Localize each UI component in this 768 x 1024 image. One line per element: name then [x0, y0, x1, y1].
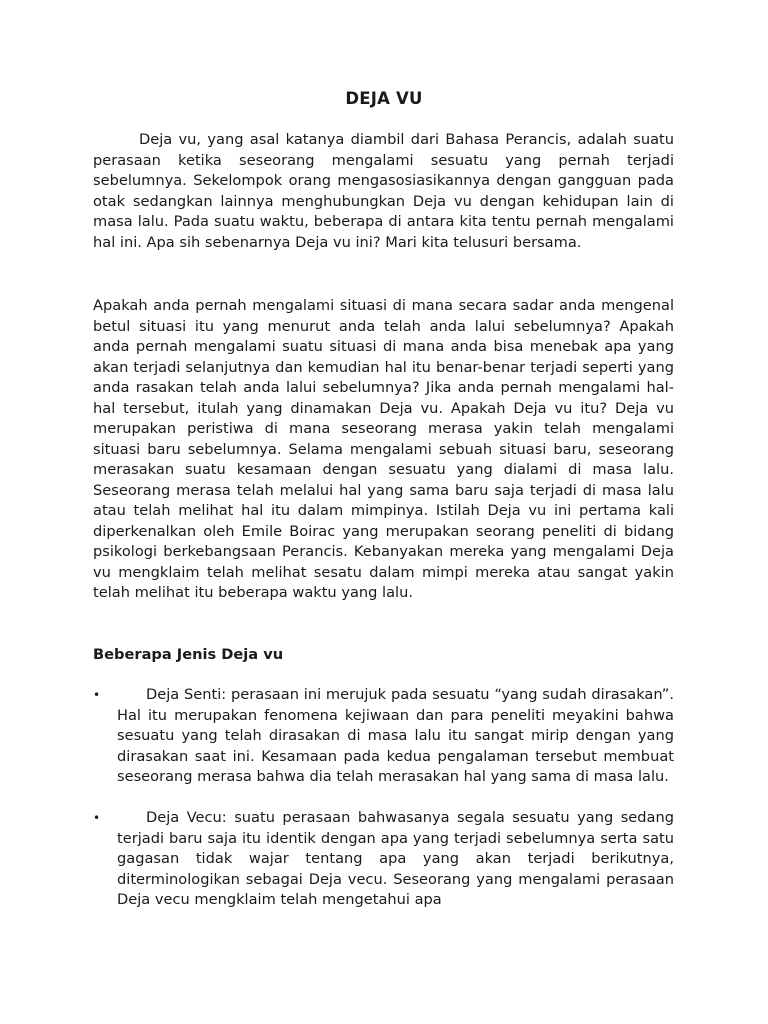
section-heading: Beberapa Jenis Deja vu [93, 646, 284, 663]
bullet-marker: • [93, 688, 101, 702]
list-item [93, 808, 674, 911]
body-paragraph: Apakah anda pernah mengalami situasi di mana secara sadar anda mengenal betul situasi itu yang menurut anda telah anda lalui sebelumnya? Apakah anda pernah mengalami suatu situasi di mana anda bisa menebak apa yang akan terjadi selanjutnya dan kemudian hal itu benar-benar terjadi seperti yang anda rasakan telah anda lalui sebelumnya? Jika anda pernah mengalami hal-hal tersebut, itulah yang dinamakan Deja vu. Apakah Deja vu itu? Deja vu merupakan peristiwa di mana seseorang merasa yakin telah mengalami situasi baru sebelumnya. Selama mengalami sebuah situasi baru, seseorang merasakan suatu kesamaan dengan sesuatu yang dialami di masa lalu. Seseorang merasa telah melalui hal yang sama baru saja terjadi di masa lalu atau telah melihat hal itu dalam mimpinya. Istilah Deja vu ini pertama kali diperkenalkan oleh Emile Boirac yang merupakan seorang peneliti di bidang psikologi berkebangsaan Perancis. Kebanyakan mereka yang mengalami Deja vu mengklaim telah melihat sesatu dalam mimpi mereka atau sangat yakin telah melihat itu beberapa waktu yang lalu. [93, 297, 674, 601]
list-item-text: Deja Senti: perasaan ini merujuk pada sesuatu “yang sudah dirasakan”. Hal itu merupakan fenomena kejiwaan dan para peneliti meyakini bahwa sesuatu yang telah dirasakan di masa lalu itu sangat mirip dengan yang dirasakan saat ini. Kesamaan pada kedua pengalaman tersebut membuat seseorang merasa bahwa dia telah merasakan hal yang sama di masa lalu. [117, 686, 674, 785]
intro-paragraph: Deja vu, yang asal katanya diambil dari Bahasa Perancis, adalah suatu perasaan ketika seseorang mengalami sesuatu yang pernah terjadi sebelumnya. Sekelompok orang mengasosiasikannya dengan gangguan pada otak sedangkan lainnya menghubungkan Deja vu dengan kehidupan lain di masa lalu. Pada suatu waktu, beberapa di antara kita tentu pernah mengalami hal ini. Apa sih sebenarnya Deja vu ini? Mari kita telusuri bersama. [93, 131, 674, 251]
list-item [93, 685, 674, 788]
list-item-text: Deja Vecu: suatu perasaan bahwasanya segala sesuatu yang sedang terjadi baru saja itu identik dengan apa yang terjadi sebelumnya serta satu gagasan tidak wajar tentang apa yang akan terjadi berikutnya, diterminologikan sebagai Deja vecu. Seseorang yang mengalami perasaan Deja vecu mengklaim telah mengetahui apa [117, 809, 674, 908]
bullet-marker: • [93, 811, 101, 825]
document-title: DEJA VU [345, 89, 423, 108]
